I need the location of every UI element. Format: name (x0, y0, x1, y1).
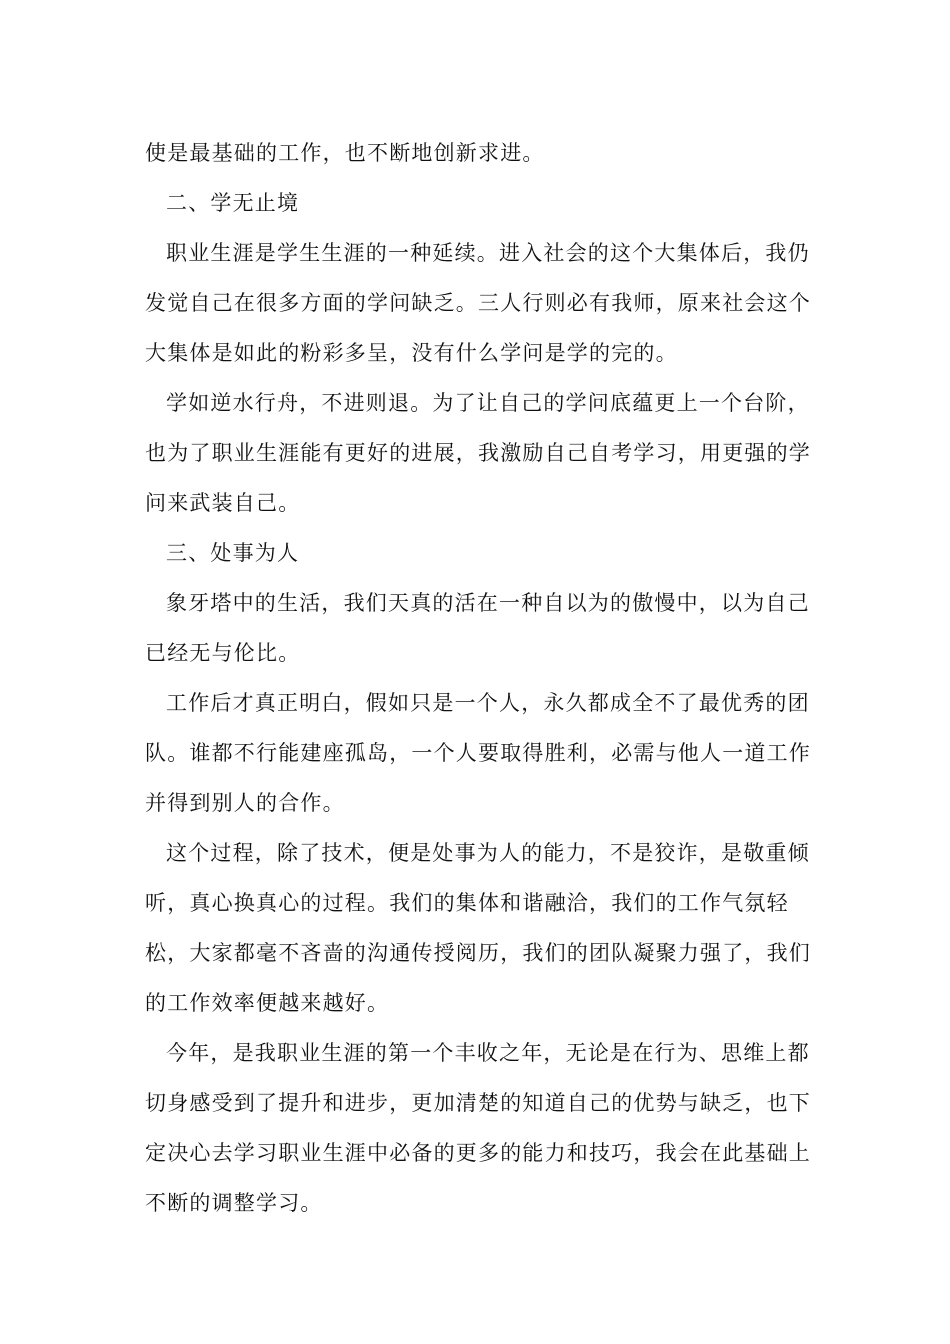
paragraph: 职业生涯是学生生涯的一种延续。进入社会的这个大集体后，我仍发觉自己在很多方面的学问缺乏。三人行则必有我师，原来社会这个大集体是如此的粉彩多呈，没有什么学问是学的完的。 (145, 241, 811, 365)
paragraph-continuation: 使是最基础的工作，也不断地创新求进。 (145, 141, 545, 165)
paragraph: 学如逆水行舟，不进则退。为了让自己的学问底蕴更上一个台阶，也为了职业生涯能有更好的进展，我激励自己自考学习，用更强的学问来武装自己。 (145, 391, 811, 515)
paragraph: 工作后才真正明白，假如只是一个人，永久都成全不了最优秀的团队。谁都不行能建座孤岛，一个人要取得胜利，必需与他人一道工作并得到别人的合作。 (145, 691, 811, 815)
paragraph: 象牙塔中的生活，我们天真的活在一种自以为的傲慢中，以为自己已经无与伦比。 (145, 591, 810, 665)
section-heading-conduct: 三、处事为人 (166, 541, 300, 565)
section-heading-learning: 二、学无止境 (166, 191, 300, 215)
paragraph: 今年，是我职业生涯的第一个丰收之年，无论是在行为、思维上都切身感受到了提升和进步，更加清楚的知道自己的优势与缺乏，也下定决心去学习职业生涯中必备的更多的能力和技巧，我会在此基础上不断的调整学习。 (145, 1041, 811, 1215)
document-body (145, 128, 825, 1228)
paragraph: 这个过程，除了技术，便是处事为人的能力，不是狡诈，是敬重倾听，真心换真心的过程。我们的集体和谐融洽，我们的工作气氛轻松，大家都毫不吝啬的沟通传授阅历，我们的团队凝聚力强了，我们的工作效率便越来越好。 (145, 841, 811, 1015)
